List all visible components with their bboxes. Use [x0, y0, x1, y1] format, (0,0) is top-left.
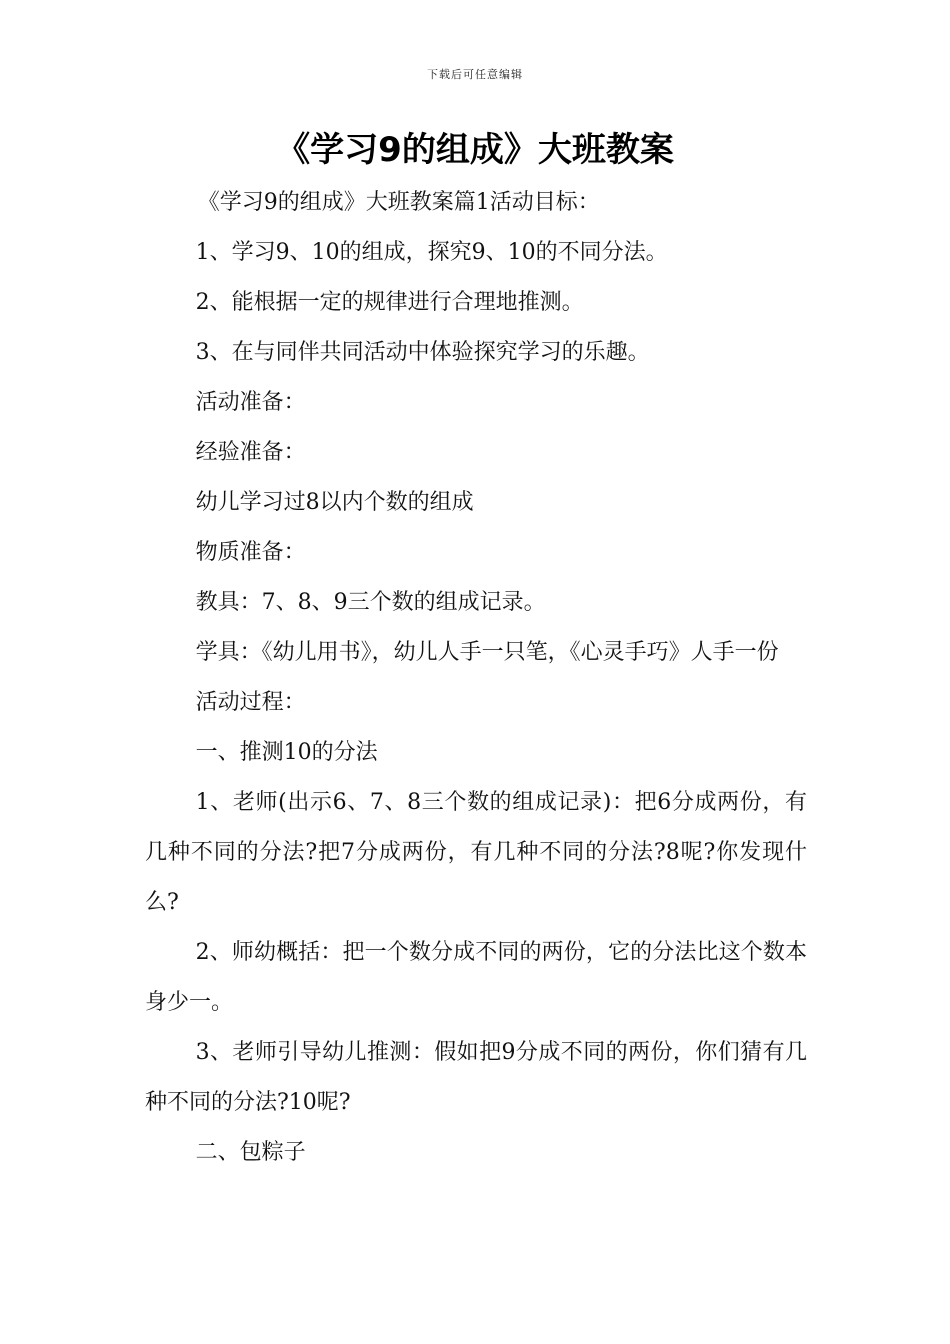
paragraph-goal-1: 1、学习9、10的组成，探究9、10的不同分法。	[195, 240, 668, 265]
paragraph-process: 活动过程：	[195, 690, 306, 715]
paragraph-goal-2: 2、能根据一定的规律进行合理地推测。	[195, 290, 584, 315]
header-note: 下载后可任意编辑	[427, 68, 523, 81]
paragraph-section-2: 二、包粽子	[195, 1140, 306, 1165]
paragraph-section-1: 一、推测10的分法	[195, 740, 378, 765]
document-body	[145, 178, 807, 1178]
document-title: 《学习9的组成》大班教案	[276, 130, 674, 170]
paragraph-goal-3: 3、在与同伴共同活动中体验探究学习的乐趣。	[195, 340, 650, 365]
paragraph-experience-prep: 经验准备：	[195, 440, 306, 465]
paragraph-step-3: 3、老师引导幼儿推测：假如把9分成不同的两份，你们猜有几种不同的分法?10呢?	[145, 1040, 807, 1115]
paragraph-learning-aids: 学具：《幼儿用书》，幼儿人手一只笔，《心灵手巧》人手一份	[195, 640, 779, 665]
paragraph-material-prep: 物质准备：	[195, 540, 306, 565]
paragraph-step-2: 2、师幼概括：把一个数分成不同的两份，它的分法比这个数本身少一。	[145, 940, 807, 1015]
paragraph-experience-detail: 幼儿学习过8以内个数的组成	[195, 490, 474, 515]
paragraph-step-1: 1、老师(出示6、7、8三个数的组成记录)：把6分成两份，有几种不同的分法?把7分成两份，有几种不同的分法?8呢?你发现什么?	[145, 790, 807, 915]
paragraph-teaching-aids: 教具：7、8、9三个数的组成记录。	[195, 590, 546, 615]
paragraph-intro: 《学习9的组成》大班教案篇1活动目标：	[197, 190, 600, 215]
paragraph-activity-prep: 活动准备：	[195, 390, 306, 415]
